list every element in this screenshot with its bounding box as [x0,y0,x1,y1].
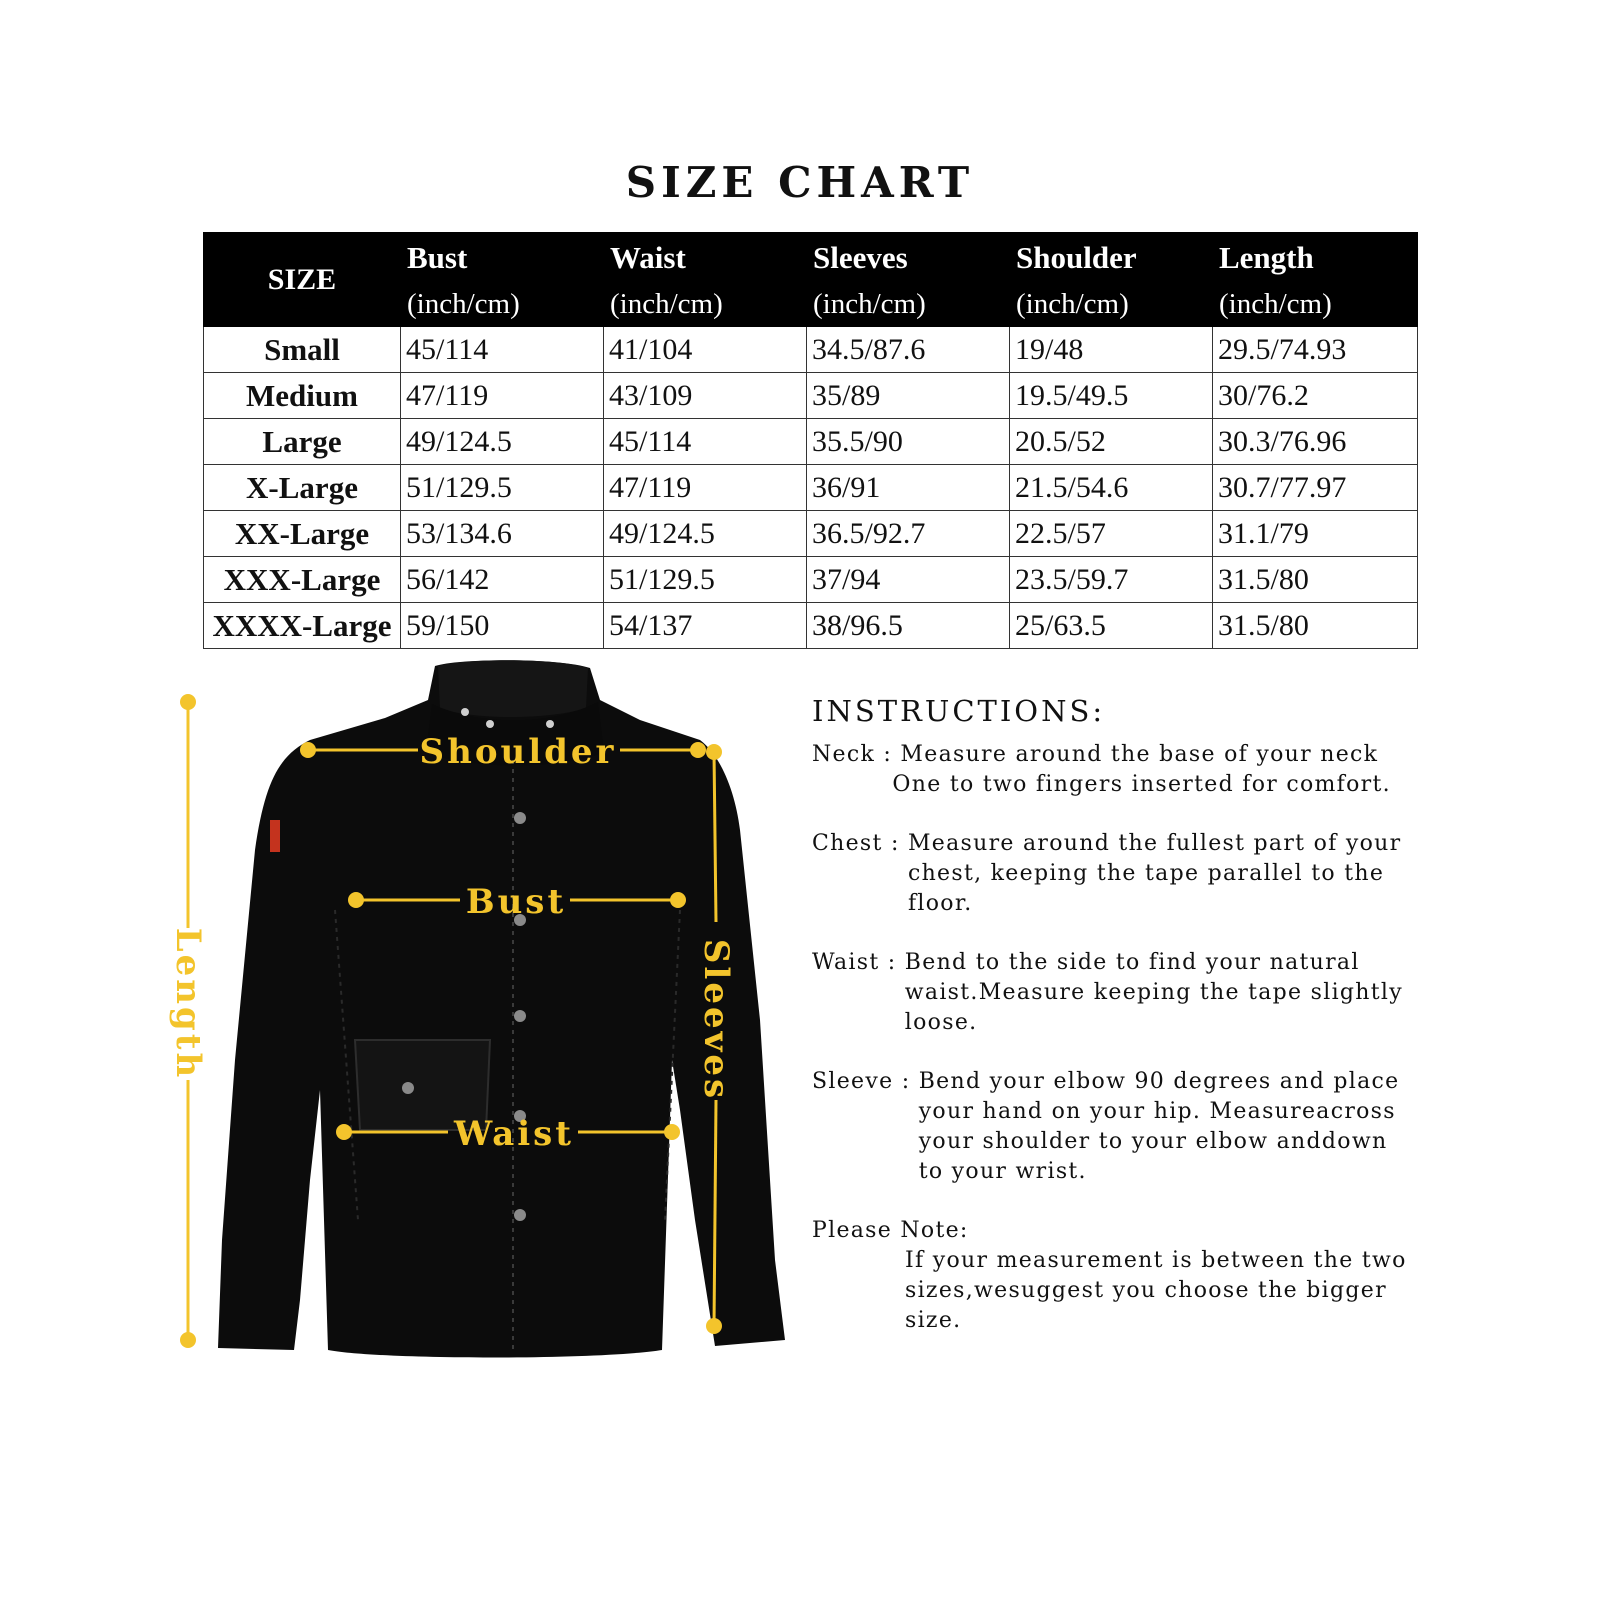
column-name: Bust [407,240,468,275]
bust-cell: 47/119 [401,373,604,419]
sleeves-label: Sleeves [696,938,736,1102]
instruction-line: chest, keeping the tape parallel to the [907,861,1385,886]
column-header-length [1213,233,1418,327]
waist-cell: 47/119 [604,465,807,511]
table-row [204,465,1418,511]
bust-cell: 53/134.6 [401,511,604,557]
table-header-row [204,233,1418,327]
shoulder-cell: 19/48 [1010,327,1213,373]
sleeves-cell: 35/89 [807,373,1010,419]
table-row [204,511,1418,557]
size-table [203,232,1418,649]
instruction-line: your shoulder to your elbow anddown [918,1129,1388,1154]
table-row [204,419,1418,465]
instruction-line: One to two fingers inserted for comfort. [892,772,1391,797]
column-name: Sleeves [813,240,908,275]
instructions-title: INSTRUCTIONS: [812,694,1106,728]
shoulder-cell: 23.5/59.7 [1010,557,1213,603]
instruction-line: Measure around the fullest part of your [907,831,1402,856]
column-header-bust [401,233,604,327]
table-row [204,373,1418,419]
page-title: SIZE CHART [625,158,975,207]
length-cell: 29.5/74.93 [1213,327,1418,373]
note-label: Please Note: [812,1218,969,1243]
table-row [204,327,1418,373]
column-unit: (inch/cm) [1016,288,1129,320]
instruction-line: Bend your elbow 90 degrees and place [918,1069,1400,1094]
instruction-label: Chest : [812,831,908,856]
sleeves-cell: 37/94 [807,557,1010,603]
shoulder-cell: 20.5/52 [1010,419,1213,465]
column-header-waist [604,233,807,327]
waist-cell: 45/114 [604,419,807,465]
instruction-text [905,948,1452,1038]
jacket-measurement-diagram [160,660,820,1390]
length-cell: 31.1/79 [1213,511,1418,557]
length-label: Length [168,927,208,1081]
column-unit: (inch/cm) [610,288,723,320]
shoulder-cell: 19.5/49.5 [1010,373,1213,419]
instruction-neck [812,740,1452,800]
note-text [905,1246,1452,1336]
bust-cell: 49/124.5 [401,419,604,465]
instruction-line: waist.Measure keeping the tape slightly [904,980,1403,1005]
instruction-text [892,740,1452,800]
column-name: Length [1219,240,1314,275]
shoulder-cell: 25/63.5 [1010,603,1213,649]
instruction-line: your hand on your hip. Measureacross [918,1099,1396,1124]
note-line: size. [905,1308,962,1333]
instruction-waist [812,948,1452,1038]
note-line: If your measurement is between the two [905,1248,1407,1273]
instruction-chest [812,829,1452,919]
shoulder-cell: 21.5/54.6 [1010,465,1213,511]
bust-cell: 59/150 [401,603,604,649]
instruction-sleeve [812,1067,1452,1187]
waist-cell: 51/129.5 [604,557,807,603]
note-line: sizes,wesuggest you choose the bigger [905,1278,1387,1303]
size-cell: XXXX-Large [204,603,401,649]
bust-cell: 56/142 [401,557,604,603]
instruction-text [919,1067,1452,1187]
size-cell: XXX-Large [204,557,401,603]
instruction-line: Measure around the base of your neck [900,742,1379,767]
size-cell: XX-Large [204,511,401,557]
column-unit: (inch/cm) [813,288,926,320]
waist-cell: 54/137 [604,603,807,649]
column-header-shoulder [1010,233,1213,327]
instruction-line: loose. [904,1010,978,1035]
size-cell: Small [204,327,401,373]
sleeves-cell: 36.5/92.7 [807,511,1010,557]
shoulder-label: Shoulder [419,732,617,772]
bust-cell: 51/129.5 [401,465,604,511]
size-cell: X-Large [204,465,401,511]
instruction-text [908,829,1452,919]
sleeves-cell: 35.5/90 [807,419,1010,465]
length-measure [168,694,208,1348]
waist-cell: 49/124.5 [604,511,807,557]
size-column-header: SIZE [204,233,401,327]
waist-label: Waist [453,1114,575,1154]
column-name: Waist [610,240,686,275]
size-cell: Medium [204,373,401,419]
length-cell: 31.5/80 [1213,603,1418,649]
shoulder-cell: 22.5/57 [1010,511,1213,557]
length-cell: 31.5/80 [1213,557,1418,603]
instruction-line: to your wrist. [918,1159,1087,1184]
instruction-label: Neck : [812,742,901,767]
instruction-line: Bend to the side to find your natural [904,950,1360,975]
instruction-line: floor. [907,891,973,916]
column-unit: (inch/cm) [1219,288,1332,320]
table-row [204,557,1418,603]
instruction-label: Waist : [812,950,905,975]
waist-cell: 43/109 [604,373,807,419]
sleeves-cell: 34.5/87.6 [807,327,1010,373]
column-unit: (inch/cm) [407,288,520,320]
length-cell: 30/76.2 [1213,373,1418,419]
instruction-label: Sleeve : [812,1069,919,1094]
column-name: Shoulder [1016,240,1137,275]
bust-label: Bust [465,882,567,922]
sleeves-cell: 38/96.5 [807,603,1010,649]
length-cell: 30.3/76.96 [1213,419,1418,465]
size-cell: Large [204,419,401,465]
sleeves-cell: 36/91 [807,465,1010,511]
waist-cell: 41/104 [604,327,807,373]
bust-cell: 45/114 [401,327,604,373]
column-header-sleeves [807,233,1010,327]
instructions-panel [812,694,1452,1336]
length-cell: 30.7/77.97 [1213,465,1418,511]
table-row [204,603,1418,649]
